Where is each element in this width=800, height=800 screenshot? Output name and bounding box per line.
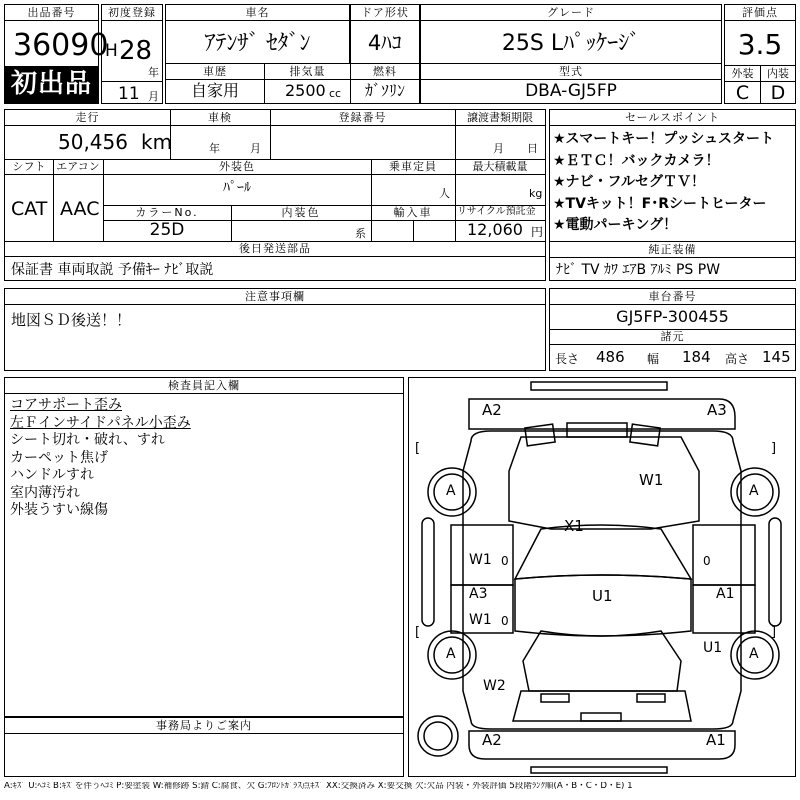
displacement: 2500 (285, 81, 326, 100)
height-label: 高さ (725, 352, 750, 366)
interior-color-unit: 系 (355, 227, 366, 240)
shift: CAT (11, 198, 48, 220)
inspection-year-unit: 年 (209, 142, 220, 155)
sales-points-box (549, 109, 796, 242)
score: 3.5 (737, 28, 783, 61)
grade-label: グレード (421, 5, 721, 21)
sales-point: ★スマートキー！プッシュスタート (553, 131, 775, 147)
car-name-label: 車名 (166, 5, 349, 21)
era: H (105, 41, 118, 61)
capacity-unit: 人 (439, 187, 450, 200)
damage-mark: A2 (482, 401, 502, 419)
lot-number: 36090 (13, 28, 109, 63)
bracket-mark: ] (771, 441, 777, 456)
damage-mark: A3 (707, 401, 727, 419)
damage-mark: 0 (501, 614, 509, 628)
inspection-month-unit: 月 (250, 142, 261, 155)
grade: 25S Lﾊﾟｯｹｰｼﾞ (501, 31, 641, 56)
damage-mark: A (446, 483, 456, 499)
bracket-mark: [ (415, 625, 421, 640)
mileage-unit: km (141, 130, 173, 154)
damage-mark: W1 (469, 552, 492, 568)
damage-mark: W2 (483, 678, 506, 694)
remark-line: 室内薄汚れ (10, 484, 80, 501)
details-box (4, 109, 546, 281)
sales-point: ★ナビ・フルセグＴＶ！ (553, 174, 705, 190)
color-number: 25D (149, 220, 185, 240)
chassis-box (549, 288, 796, 371)
length-label: 長さ (555, 352, 580, 366)
office-box (4, 717, 404, 777)
width: 184 (682, 348, 711, 366)
car-name-box (165, 4, 350, 64)
import-label: 輸入車 (393, 206, 433, 219)
history: 自家用 (190, 81, 239, 100)
chassis-number: GJ5FP-300455 (616, 307, 729, 326)
remark-line: 外装うすい線傷 (10, 502, 108, 518)
score-box (724, 4, 796, 104)
interior-score: D (770, 82, 786, 104)
interior-score-label: 内装 (767, 67, 789, 80)
history-label: 車歴 (166, 64, 264, 80)
damage-mark: U1 (592, 587, 613, 605)
car-diagram (409, 378, 795, 776)
door-type-box (350, 4, 420, 64)
displacement-label: 排気量 (265, 64, 350, 80)
color-number-label: カラーNo. (135, 206, 199, 219)
damage-mark: 0 (703, 554, 711, 568)
inspector-label: 検査員記入欄 (5, 378, 403, 394)
damage-mark: A2 (482, 731, 502, 749)
fuel-label: 燃料 (351, 64, 419, 80)
transfer-month-unit: 月 (493, 142, 504, 155)
fuel-box (350, 63, 420, 104)
model: DBA-GJ5FP (525, 81, 617, 101)
length: 486 (596, 348, 625, 366)
month-unit: 月 (148, 90, 159, 103)
door-type-label: ドア形状 (351, 5, 419, 21)
height: 145 (762, 348, 791, 366)
remark-line: ハンドルすれ (10, 467, 94, 483)
legend: A:ｷｽﾞ U:ﾍｺﾐ B:ｷｽﾞを伴うﾍｺﾐ P:要塗装 W:補修跡 S:錆 C:腐食、欠 G:ﾌﾛﾝﾄｶﾞﾗｽ点ｷｽﾞ XX:交換済み X:要交換 欠:欠品 内装・外装評価 5段階ﾗﾝｸ順(A・B・C・D・E) 1 (4, 782, 633, 791)
first-registration-label: 初度登録 (102, 5, 162, 21)
recycle-label: リサイクル預託金 (457, 206, 536, 217)
remark-line: シート切れ・破れ、すれ (10, 432, 165, 448)
lot-number-label: 出品番号 (5, 5, 98, 21)
damage-mark: 0 (501, 554, 509, 568)
history-box (165, 63, 265, 104)
equipment-box (549, 241, 796, 281)
capacity-label: 乗車定員 (371, 159, 455, 175)
mileage: 50,456 (58, 130, 128, 154)
shift-label: シフト (5, 159, 53, 175)
sales-points-label: セールスポイント (550, 110, 795, 126)
registration-number-label: 登録番号 (270, 110, 455, 126)
bracket-mark: [ (415, 441, 421, 456)
first-registration-box (101, 4, 163, 104)
damage-mark: A (446, 646, 456, 662)
bracket-mark: ] (771, 625, 777, 640)
damage-mark: A3 (469, 586, 488, 602)
damage-mark: U1 (703, 640, 723, 656)
damage-mark: W1 (469, 612, 492, 628)
year-unit: 年 (148, 66, 159, 79)
fuel: ｶﾞｿﾘﾝ (364, 81, 405, 100)
width-label: 幅 (647, 352, 660, 366)
recycle-amount: 12,060 (467, 220, 523, 239)
displacement-box (264, 63, 351, 104)
damage-mark: W1 (639, 471, 664, 489)
equipment-items: ﾅﾋﾞ TV ｶﾜ ｴｱB ｱﾙﾐ PS PW (556, 262, 721, 278)
exterior-score: C (735, 82, 750, 104)
sales-point: ★電動パーキング！ (553, 217, 678, 233)
first-listing-badge: 初出品 (5, 66, 98, 103)
recycle-unit: 円 (531, 225, 544, 239)
registration-year: 28 (119, 36, 153, 66)
remark-line: コアサポート歪み (10, 397, 122, 413)
max-load-label: 最大積載量 (455, 159, 545, 175)
transfer-day-unit: 日 (527, 142, 538, 155)
damage-mark: A1 (716, 586, 735, 602)
interior-color-label: 内装色 (281, 206, 321, 219)
exterior-color: ﾊﾟｰﾙ (223, 180, 251, 196)
sales-point: ★ＥＴＣ！バックカメラ！ (553, 152, 720, 169)
inspector-box (4, 377, 404, 717)
remark-line: 左Ｆインサイドパネル小歪み (10, 414, 191, 431)
specs-label: 諸元 (550, 329, 795, 345)
score-label: 評価点 (725, 5, 795, 21)
notes-box (4, 288, 546, 371)
office-label: 事務局よりご案内 (5, 718, 403, 734)
chassis-label: 車台番号 (550, 289, 795, 305)
inspection-label: 車検 (170, 110, 270, 126)
notes-label: 注意事項欄 (5, 289, 545, 305)
later-parts: 保証書 車両取説 予備ｷｰ ﾅﾋﾞ取説 (11, 262, 214, 278)
sales-point: ★TVキット！F･Rシートヒーター (553, 195, 767, 212)
model-box (420, 63, 722, 104)
remark-line: カーペット焦げ (10, 449, 108, 466)
later-parts-label: 後日発送部品 (5, 241, 545, 257)
damage-mark: A (749, 646, 759, 662)
damage-mark: A (749, 483, 759, 499)
max-load-unit: kg (529, 187, 543, 200)
door-type: 4ﾊｺ (367, 31, 403, 55)
exterior-score-label: 外装 (731, 67, 754, 80)
notes-text: 地図ＳＤ後送！！ (11, 311, 132, 329)
grade-box (420, 4, 722, 64)
exterior-color-label: 外装色 (103, 159, 371, 175)
registration-month: 11 (118, 84, 140, 104)
transfer-deadline-label: 譲渡書類期限 (455, 110, 545, 126)
car-diagram-box (408, 377, 796, 777)
aircon: AAC (60, 198, 100, 220)
car-name: ｱﾃﾝｻﾞ ｾﾀﾞﾝ (204, 31, 311, 56)
damage-mark: X1 (564, 517, 584, 535)
equipment-label: 純正装備 (550, 242, 795, 258)
aircon-label: エアコン (53, 159, 103, 175)
damage-mark: A1 (706, 731, 726, 749)
mileage-label: 走行 (5, 110, 170, 126)
displacement-unit: cc (329, 87, 342, 100)
model-label: 型式 (421, 64, 721, 80)
